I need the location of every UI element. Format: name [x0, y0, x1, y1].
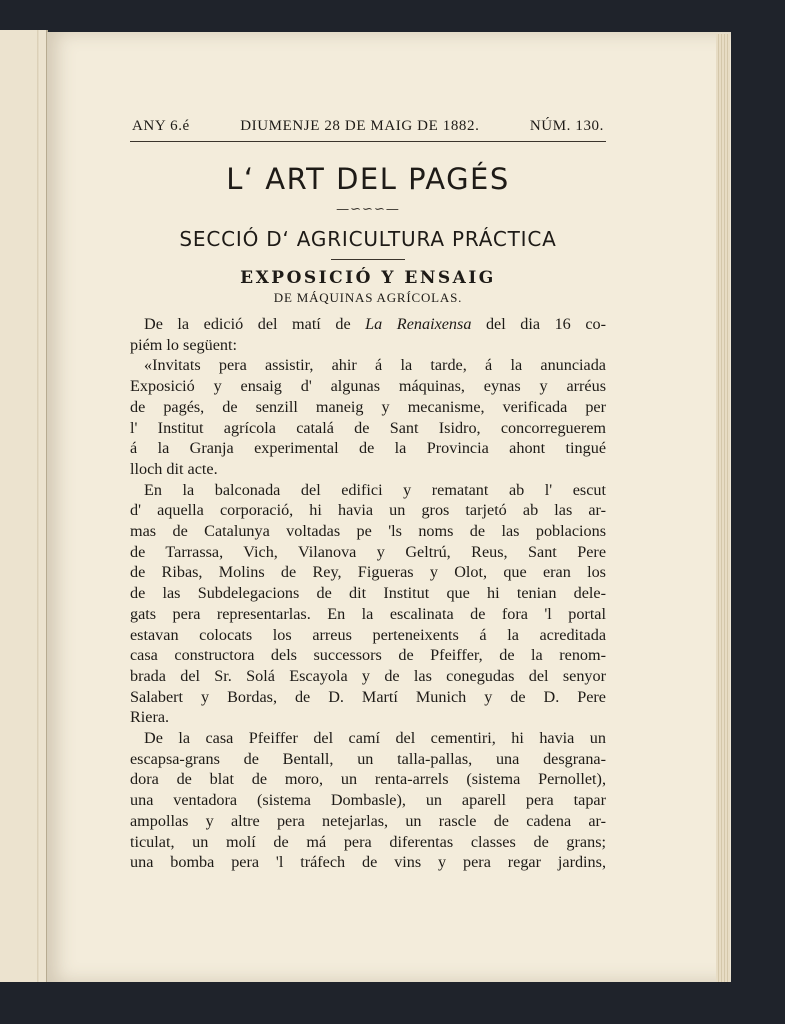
body-line: piém lo següent: [130, 335, 237, 354]
body-line: En la balconada del edifici y rematant ab l' escut [144, 480, 606, 499]
issue-number: NÚM. 130. [529, 118, 604, 134]
masthead-title: L‘ ART DEL PAGÉS [226, 162, 510, 196]
section-rule [331, 259, 405, 260]
article-body [130, 314, 606, 873]
issue-date: DIUMENJE 28 DE MAIG DE 1882. [240, 118, 480, 134]
body-line: casa constructora dels successors de Pfeiffer, de la renom- [130, 646, 606, 665]
body-line: Exposició y ensaig d' algunas máquinas, eynas y arréus [130, 377, 606, 396]
body-line: una ventadora (sistema Dombasle), un aparell pera tapar [130, 791, 606, 810]
running-header [130, 118, 606, 142]
body-line: Salabert y Bordas, de D. Martí Munich y de D. Pere [130, 687, 606, 706]
ornament-divider: —∽∽∽— [336, 202, 400, 217]
newspaper-name: La Renaixensa [365, 315, 472, 333]
body-line: ampollas y altre pera netejarlas, un rascle de cadena ar- [130, 811, 606, 830]
body-line: lloch dit acte. [130, 459, 218, 478]
body-line: de pagés, de senzill maneig y mecanisme, verificada per [130, 397, 606, 416]
body-line: d' aquella corporació, hi havia un gros tarjetó ab las ar- [130, 501, 606, 520]
body-line: De la edició del matí de La Renaixensa del dia 16 co- [144, 315, 606, 333]
body-line: dora de blat de moro, un renta-arrels (sistema Pernollet), [130, 770, 606, 789]
body-line: mas de Catalunya voltadas pe 'ls noms de las poblacions [130, 522, 606, 541]
volume-label: ANY 6.é [132, 118, 190, 134]
body-line: De la casa Pfeiffer del camí del cementiri, hi havia un [144, 729, 606, 748]
body-line: «Invitats pera assistir, ahir á la tarde, á la anunciada [144, 356, 606, 375]
body-line: ticulat, un molí de má pera diferentas classes de grans; [130, 832, 606, 851]
left-page-edge [0, 30, 48, 982]
section-title: SECCIÓ D‘ AGRICULTURA PRÁCTICA [179, 227, 557, 251]
body-line: brada del Sr. Solá Escayola y de las conegudas del senyor [130, 666, 606, 685]
body-line: gats pera representarlas. En la escalinata de fora 'l portal [130, 604, 606, 623]
body-line: l' Institut agrícola catalá de Sant Isidro, concorreguerem [130, 418, 606, 437]
body-line: de Ribas, Molins de Rey, Figueras y Olot, que eran los [130, 563, 606, 582]
body-line: á la Granja experimental de la Provincia ahont tingué [130, 439, 606, 458]
page-stack-edge [716, 34, 730, 982]
text-column [130, 118, 606, 873]
body-line: de Tarrassa, Vich, Vilanova y Geltrú, Reus, Sant Pere [130, 542, 606, 561]
body-line: escapsa-grans de Bentall, un talla-pallas, una desgrana- [130, 749, 606, 768]
body-line: Riera. [130, 708, 170, 727]
body-line: una bomba pera 'l tráfech de vins y pera regar jardins, [130, 853, 606, 872]
body-line: estavan colocats los arreus perteneixents á la acreditada [130, 625, 606, 644]
body-line: de las Subdelegacions de dit Institut que hi tenian dele- [130, 584, 606, 603]
article-title: EXPOSICIÓ Y ENSAIG [240, 268, 496, 288]
article-subtitle: DE MÁQUINAS AGRÍCOLAS. [273, 290, 463, 305]
